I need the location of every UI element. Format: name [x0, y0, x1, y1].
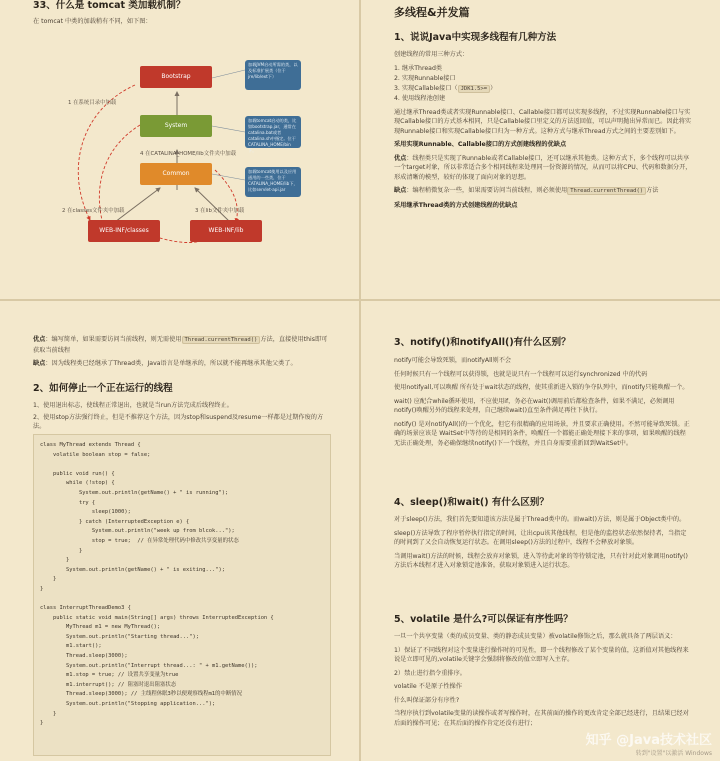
page-title: 33、什么是 tomcat 类加载机制？ [33, 0, 186, 11]
advantages-paragraph [394, 154, 692, 183]
current-thread-code: Thread.currentThread() [182, 336, 261, 344]
paragraph: 通过继承Thread类或者实现Runnable接口、Callable接口都可以实现多线程，不过实现Runnable接口与实现Callable接口的方式基本相同，只是Callable接口里定义的方法返回值，可以声明抛出异常而已。因此将实现Runnable接口和实现Callable接口归为一种方式。这种方式与继承Thread方式之间的主要差别如下。 [394, 108, 692, 135]
tomcat-classloader-diagram [40, 40, 340, 255]
subtitle: 采用实现Runnable、Callable接口的方式创建线程的优缺点 [394, 141, 567, 148]
webinf-classes-node: WEB-INF/classes [88, 220, 160, 242]
label-step-2: 2 在classes文件夹中加载 [62, 208, 125, 214]
paragraph: notify可能会导致死锁，而notifyAll则不会 [394, 357, 512, 364]
question-5-title: 5、volatile 是什么?可以保证有序性吗？ [394, 614, 573, 625]
watermark-zhihu: 知乎 @Java技术社区 [585, 733, 712, 748]
watermark-windows: 转到"设置"以激活 Windows [635, 750, 712, 757]
method-2: 2、使用stop方法强行终止，但是不推荐这个方法，因为stop和suspend及resume一样都是过期作废的方法。 [33, 413, 324, 430]
paragraph: notify() 是对notifyAll()的一个优化，但它有很精确的应用场景，并且要求正确使用。不然可能导致死锁。正确的场景应该是 WaitSet中等待的是相同的条件，唤醒任一个都能正确处理接下来的事项，如果唤醒的线程无法正确处理，务必确保继续notify()下一个线程，并且自身需要重新回到WaitSet中。 [394, 420, 690, 447]
dis-label: 缺点 [33, 360, 46, 367]
watermark [586, 729, 712, 757]
paragraph: sleep()方法导致了程序暂停执行指定的时间，让出cpu该其他线程，但是他的监控状态依然保持者，当指定的时间到了又会自动恢复运行状态。在调用sleep()方法的过程中，线程不会释放对象锁。 [394, 529, 687, 546]
paragraph: 一旦一个共享变量（类的成员变量、类的静态成员变量）被volatile修饰之后，那么就具备了两层语义： [394, 633, 677, 640]
common-note: 加载tomcat使用以及应用通用的一些类，位于CATALINA_HOME/lib下，比如servlet-api.jar [245, 167, 301, 197]
question-4-title: 4、sleep()和wait() 有什么区别？ [394, 497, 549, 508]
system-node: System [140, 115, 212, 137]
question-1-title: 1、说说Java中实现多线程有几种方法 [394, 32, 557, 43]
list-item: 2. 实现Runnable接口 [394, 74, 456, 82]
disadvantages-paragraph [33, 359, 329, 369]
paragraph: wait() 应配合while循环使用，不应使用if，务必在wait()调用前后都检查条件，如果不满足，必须调用notify()唤醒另外的线程来处理，自己继续wait()直至条件满足再往下执行。 [394, 397, 675, 414]
paragraph: 使用notifyall,可以唤醒 所有处于wait状态的线程，使其重新进入锁的争夺队列中，而notify只能唤醒一个。 [394, 384, 689, 391]
bootstrap-note: 加载JVM启动所需的类，以及标准扩展类（位于jre/lib/ext下） [245, 60, 301, 90]
question-3-body [394, 356, 692, 452]
webinf-lib-node: WEB-INF/lib [190, 220, 262, 242]
pros-cons-block [33, 335, 329, 373]
paragraph: 2）禁止进行指令重排序。 [394, 669, 466, 677]
intro-text: 创建线程的常用三种方式： [394, 51, 469, 58]
list-item: 4. 使用线程池创建 [394, 94, 446, 102]
method-1: 1、使用退出标志，使线程正常退出，也就是当run方法完成后线程终止。 [33, 402, 233, 409]
methods-list [394, 64, 692, 104]
current-thread-code: Thread.currentThread() [567, 187, 646, 195]
code-content: class MyThread extends Thread { volatile boolean stop = false; public void run() { while (!stop) { System.out.println(getName() + " is running"); try { sleep(1000); } catch (InterruptedException e) { System.out.println("week up from blcok..."); stop = true; // 在异常处理代码中修改共享变量的状态 } } System.out.println(getName() + " is exiting..."); } } class InterruptThreadDemo3 { public static void main(String[] args) throws InterruptedException { MyThread m1 = new MyThread(); System.out.println("Starting thread..."); m1.start(); Thread.sleep(3000); System.out.println("Interrupt thread...: " + m1.getName()); m1.stop = true; // 设置共享变量为true m1.interrupt(); // 阻塞时退出阻塞状态 Thread.sleep(3000); // 主线程休眠3秒以便观察线程m1的中断情况 System.out.println("Stopping application..."); } } [40, 442, 274, 727]
question-4-body [394, 515, 692, 575]
intro-text: 在 tomcat 中类的加载稍有不同，如下图： [33, 18, 152, 25]
question-1-body [394, 50, 692, 214]
question-3-title: 3、notify()和notifyAll()有什么区别？ [394, 337, 571, 348]
paragraph: volatile 不是原子性操作 [394, 683, 462, 690]
list-item-end: ） [490, 84, 497, 92]
bootstrap-node: Bootstrap [140, 66, 212, 88]
label-step-4: 4 在CATALINA_HOME/lib文件夹中加载 [140, 151, 237, 157]
page-tomcat-classloading [0, 0, 359, 299]
adv-end: 方法，直接使用this即可获取当前线程 [33, 336, 328, 354]
common-node: Common [140, 163, 212, 185]
dis-label: 缺点 [394, 187, 407, 194]
list-item: 1. 继承Thread类 [394, 64, 443, 72]
paragraph: 当程序执行到volatile变量的读操作或者写操作时，在其前面的操作的更改肯定全部已经进行，且结果已经对后面的操作可见；在其后面的操作肯定还没有进行； [394, 710, 689, 727]
list-item-text: 3. 实现Callable接口（ [394, 84, 458, 92]
paragraph: 对于sleep()方法，我们首先要知道该方法是属于Thread类中的。而wait()方法，则是属于Object类中的。 [394, 516, 686, 523]
paragraph: 什么叫保证部分有序性? [394, 696, 460, 704]
question-5-body [394, 632, 692, 732]
paragraph: 1）保证了不同线程对这个变量进行操作时的可见性，即一个线程修改了某个变量的值，这新值对其他线程来说是立即可见的,volatile关键字会强制将修改的值立即写入主存。 [394, 646, 689, 663]
adv-text: ：线程类只是实现了Runnable或者Callable接口，还可以继承其他类。这种方式下，多个线程可以共享一个target对象，所以非常适合多个相同线程来处理同一份资源的情况，从而可以将CPU、代码和数据分开，形成清晰的模型，较好的体现了面向对象的思想。 [394, 154, 692, 181]
adv-label: 优点 [33, 336, 46, 343]
code-block [33, 434, 331, 756]
label-step-1: 1 在系统目录中加载 [68, 100, 117, 106]
paragraph: 任何时候只有一个线程可以获得锁，也就是说只有一个线程可以运行synchronized 中的代码 [394, 370, 648, 378]
adv-text: ：编写简单，如果需要访问当前线程，则无需使用 [45, 336, 182, 343]
page-stop-thread [0, 301, 359, 761]
list-item [394, 84, 692, 94]
system-note: 加载tomcat启动的类，比如bootstrap.jar，通常在catalina.bat或者catalina.sh中指定。位于CATALINA_HOME/bin下。 [245, 116, 301, 148]
advantages-paragraph [33, 335, 329, 355]
disadvantages-paragraph [394, 186, 692, 197]
dis-text: ：编程稍微复杂一些，如果需要访问当前线程，则必须使用 [406, 187, 568, 194]
section-title: 多线程&并发篇 [394, 6, 470, 19]
page-notify-sleep-volatile [361, 301, 720, 761]
question-2-title: 2、如何停止一个正在运行的线程 [33, 383, 173, 394]
dis-text: ：因为线程类已经继承了Thread类，Java语言是单继承的，所以就不能再继承其他父类了。 [45, 360, 297, 367]
dis-end: 方法 [646, 187, 659, 194]
jdk-version-code: JDK1.5>= [458, 85, 491, 93]
paragraph: 当调用wait()方法的时候，线程会放弃对象锁，进入等待此对象的等待锁定池，只有针对此对象调用notify()方法后本线程才进入对象锁定池准备，获取对象锁进入运行状态。 [394, 552, 688, 569]
page-multithreading [361, 0, 720, 299]
subtitle: 采用继承Thread类的方式创建线程的优缺点 [394, 201, 518, 209]
adv-label: 优点 [394, 154, 407, 162]
label-step-3: 3 在lib文件夹中加载 [195, 208, 245, 214]
